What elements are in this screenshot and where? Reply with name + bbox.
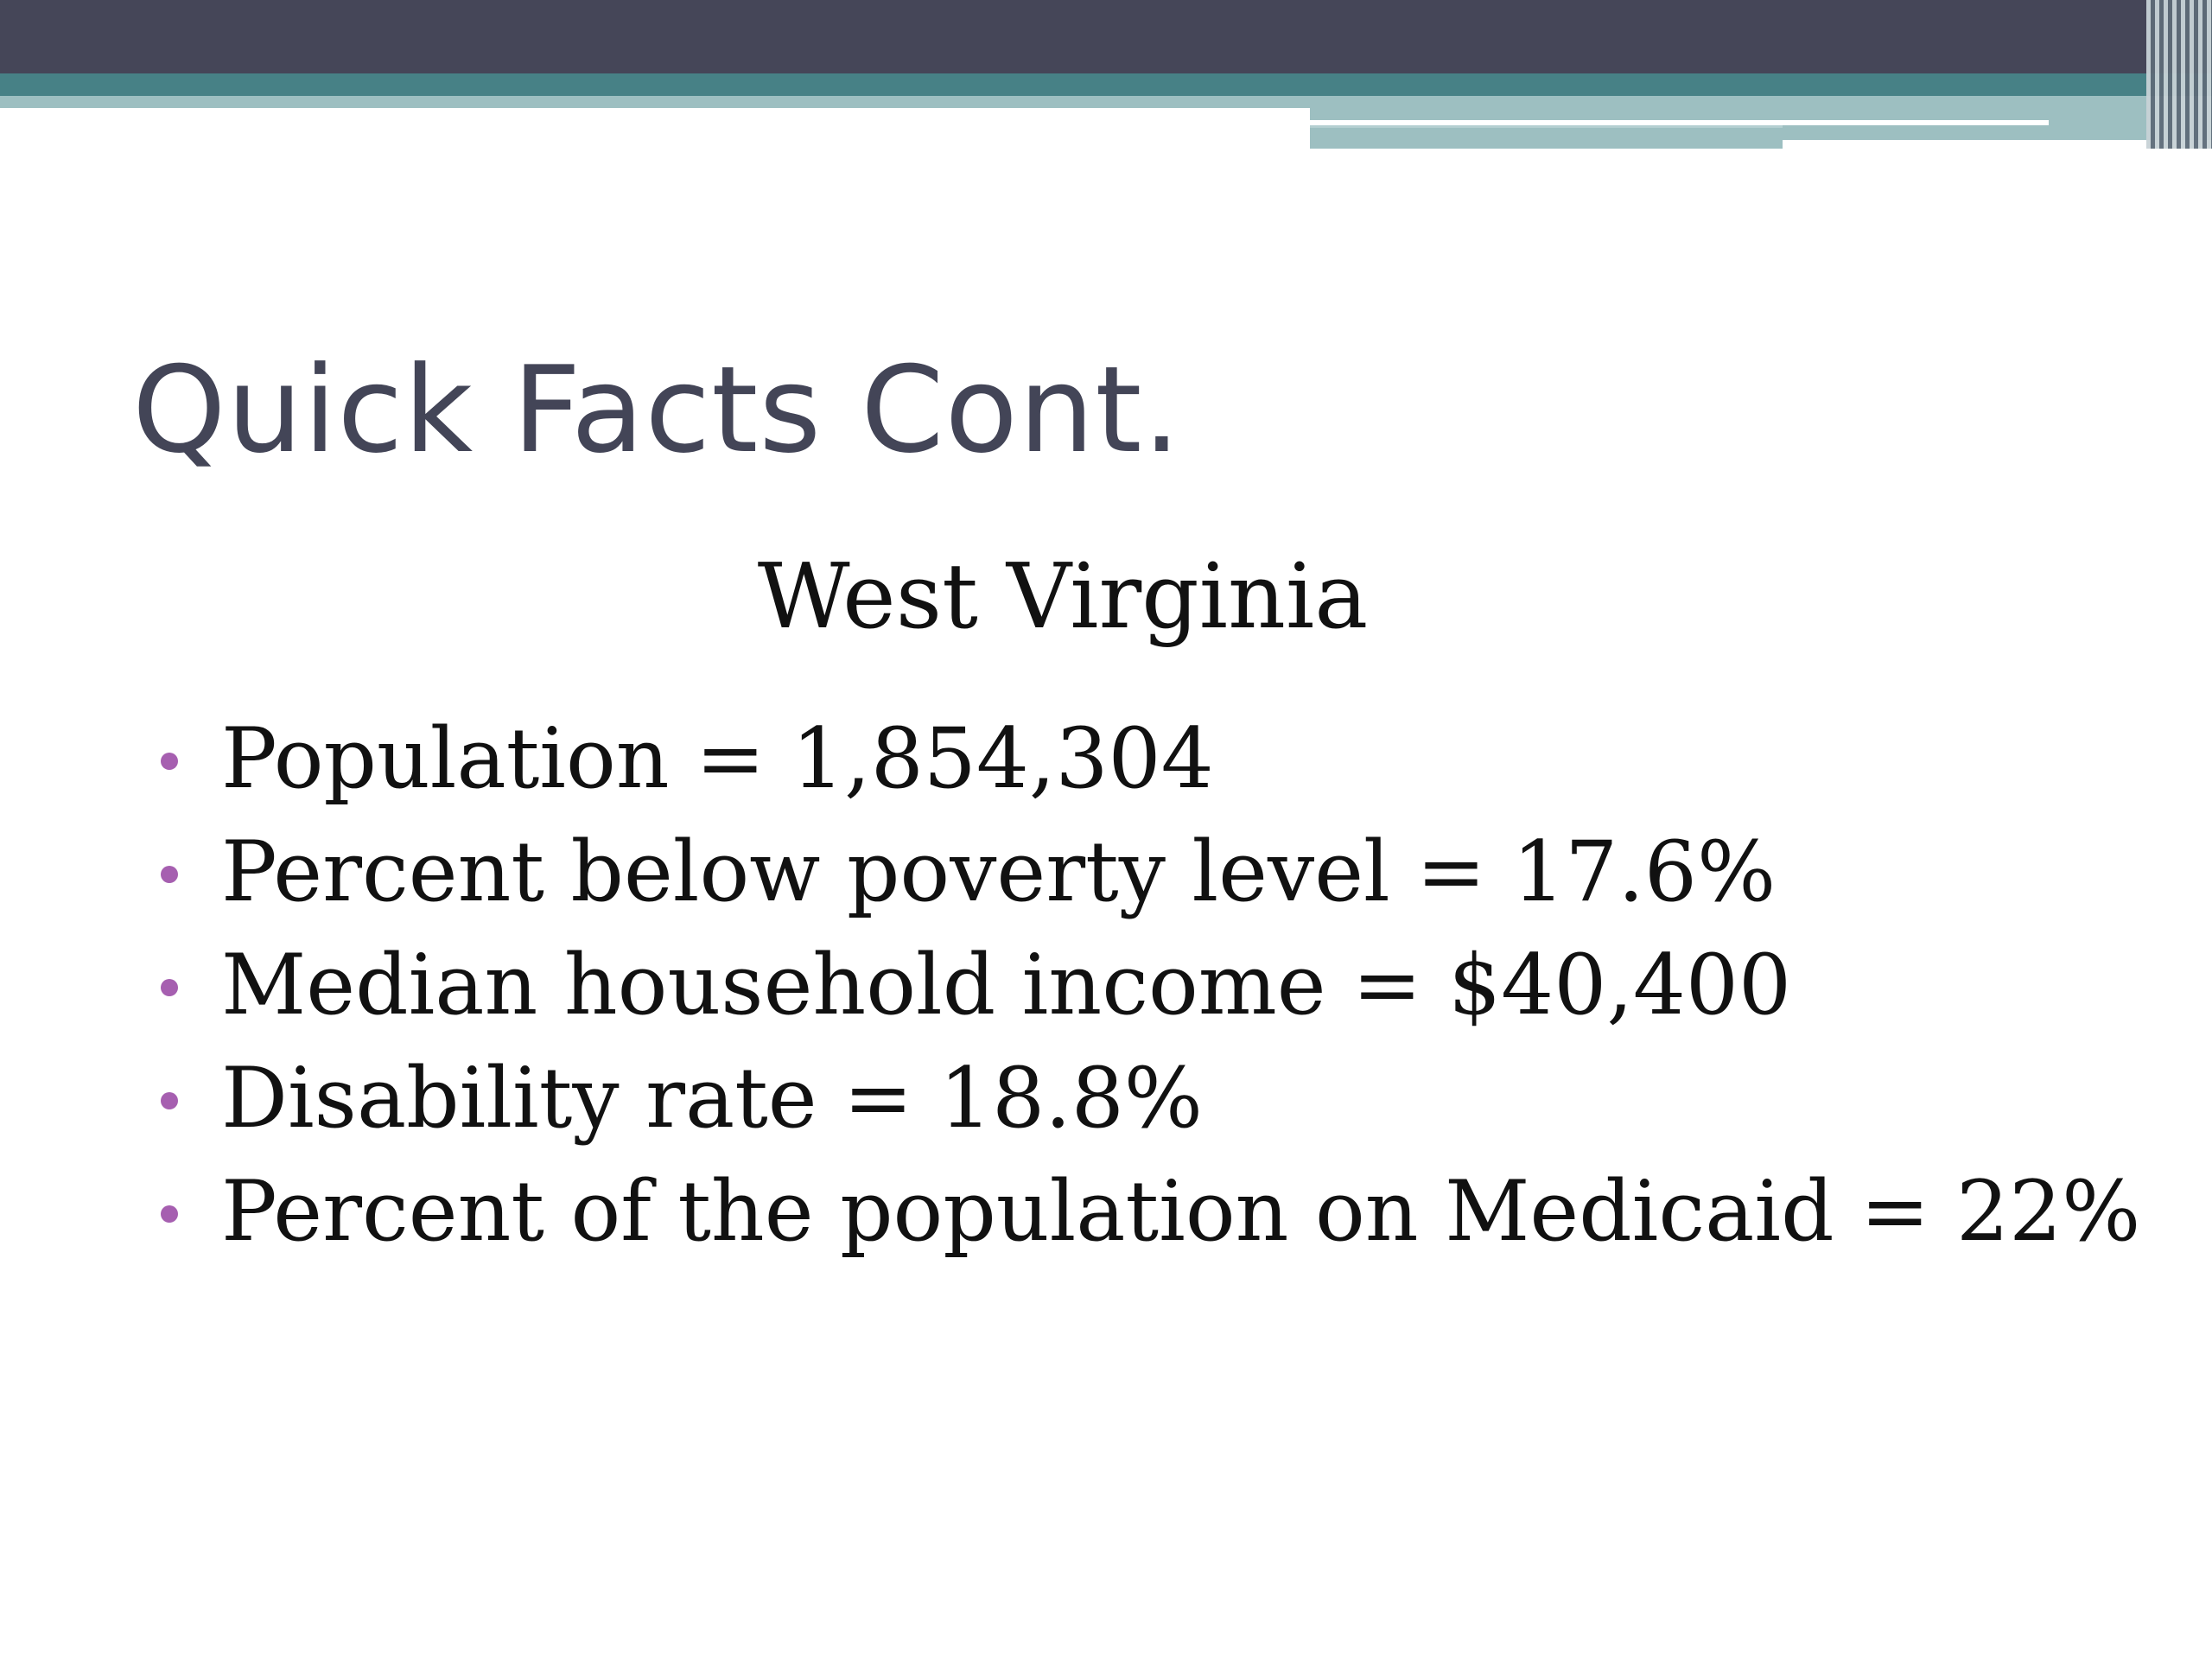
fact-text: Percent below poverty level = 17.6% [221,823,1777,920]
bullet-icon [161,1092,178,1109]
header-band-light-left [0,96,1310,108]
bullet-icon [161,753,178,770]
bullet-icon [161,1205,178,1223]
bullet-icon [161,979,178,996]
fact-text: Median household income = $40,400 [221,937,1792,1033]
fact-text: Population = 1,854,304 [221,710,1214,807]
fact-text: Percent of the population on Medicaid = 22% [221,1163,2141,1260]
header-band-teal [0,73,2212,96]
header-line [1310,125,1783,128]
slide-subtitle: West Virginia [757,543,1369,649]
bullet-icon [161,866,178,883]
header-band-dark [0,0,2212,73]
slide-title: Quick Facts Cont. [132,340,1182,480]
fact-text: Disability rate = 18.8% [221,1050,1204,1147]
header-stripes [2146,0,2212,149]
